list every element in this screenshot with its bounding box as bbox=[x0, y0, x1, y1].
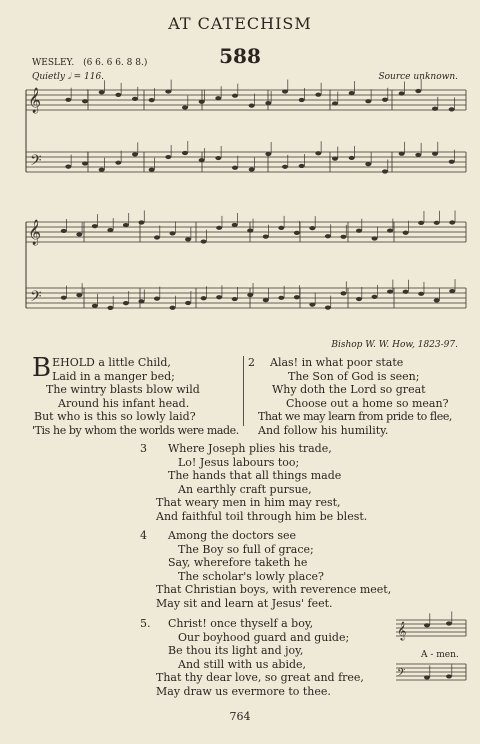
note-head bbox=[199, 158, 205, 162]
note-head bbox=[424, 675, 430, 679]
note-head bbox=[446, 674, 452, 678]
verse-1-line: But who is this so lowly laid? bbox=[34, 410, 196, 423]
note-head bbox=[387, 290, 393, 294]
note-head bbox=[185, 237, 191, 241]
verse-3-line: Where Joseph plies his trade, bbox=[168, 442, 332, 455]
verse-5 bbox=[140, 617, 407, 698]
verse-3-line: An earthly craft pursue, bbox=[178, 482, 312, 496]
verse-3-line: That weary men in him may rest, bbox=[156, 496, 341, 509]
note-head bbox=[294, 231, 300, 235]
note-head bbox=[154, 297, 160, 301]
note-head bbox=[61, 296, 67, 300]
note-head bbox=[449, 220, 455, 224]
note-head bbox=[61, 229, 67, 233]
verse-5-line: Be thou its light and joy, bbox=[168, 644, 304, 657]
verse-2-line: That we may learn from pride to flee, bbox=[258, 410, 453, 423]
verse-3-line: The hands that all things made bbox=[168, 469, 342, 482]
verse-4-line: The scholar's lowly place? bbox=[178, 569, 324, 583]
note-head bbox=[434, 221, 440, 225]
note-head bbox=[349, 156, 355, 160]
note-head bbox=[65, 98, 71, 102]
note-head bbox=[99, 90, 105, 94]
verse-5-line: Our boyhood guard and guide; bbox=[178, 630, 350, 644]
note-head bbox=[201, 296, 207, 300]
note-head bbox=[315, 151, 321, 155]
note-head bbox=[123, 223, 129, 227]
note-head bbox=[282, 165, 288, 169]
note-head bbox=[92, 304, 98, 308]
note-head bbox=[325, 234, 331, 238]
verse-2-line: The Son of God is seen; bbox=[288, 369, 420, 383]
hymn-number: 588 bbox=[219, 44, 261, 68]
note-head bbox=[278, 296, 284, 300]
note-head bbox=[382, 98, 388, 102]
treble-clef-icon: 𝄞 bbox=[28, 88, 42, 113]
note-head bbox=[215, 156, 221, 160]
verse-4 bbox=[140, 529, 404, 610]
note-head bbox=[415, 153, 421, 157]
note-head bbox=[76, 293, 82, 297]
note-head bbox=[92, 224, 98, 228]
verse-1 bbox=[32, 353, 242, 437]
note-head bbox=[356, 229, 362, 233]
note-head bbox=[154, 235, 160, 239]
note-head bbox=[432, 152, 438, 156]
verse-5-line: Christ! once thyself a boy, bbox=[168, 617, 314, 630]
bass-clef-icon: 𝄢 bbox=[397, 667, 406, 682]
note-head bbox=[372, 295, 378, 299]
note-head bbox=[265, 152, 271, 156]
tune-name-text: WESLEY. bbox=[32, 58, 75, 68]
verse-number: 2 bbox=[248, 356, 255, 369]
note-head bbox=[170, 306, 176, 310]
verse-5-line: And still with us abide, bbox=[178, 657, 307, 671]
note-head bbox=[247, 228, 253, 232]
note-head bbox=[182, 151, 188, 155]
note-head bbox=[372, 236, 378, 240]
note-head bbox=[349, 91, 355, 95]
verse-1-line: 'Tis he by whom the worlds were made. bbox=[32, 423, 239, 437]
note-head bbox=[149, 168, 155, 172]
note-head bbox=[449, 107, 455, 111]
verse-2 bbox=[248, 356, 468, 437]
note-head bbox=[82, 99, 88, 103]
note-head bbox=[387, 229, 393, 233]
note-head bbox=[199, 100, 205, 104]
verse-number: 3 bbox=[140, 442, 147, 455]
note-head bbox=[382, 169, 388, 173]
verse-2-line: 2 Alas! in what poor state bbox=[248, 356, 404, 369]
note-head bbox=[232, 94, 238, 98]
note-head bbox=[107, 228, 113, 232]
hymn-author: Bishop W. W. How, 1823-97. bbox=[331, 340, 458, 350]
verse-5-line: May draw us evermore to thee. bbox=[156, 684, 331, 698]
note-head bbox=[309, 303, 315, 307]
verse-4-line: May sit and learn at Jesus' feet. bbox=[156, 596, 333, 610]
note-head bbox=[356, 297, 362, 301]
tune-meter: (6 6. 6 6. 8 8.) bbox=[83, 58, 148, 68]
bass-clef-icon: 𝄢 bbox=[30, 152, 42, 173]
note-head bbox=[115, 161, 121, 165]
verse-3 bbox=[140, 442, 404, 523]
note-head bbox=[99, 168, 105, 172]
note-head bbox=[232, 297, 238, 301]
note-head bbox=[399, 91, 405, 95]
verse-1-line: Laid in a manger bed; bbox=[52, 369, 175, 383]
verse-divider bbox=[243, 356, 244, 426]
note-head bbox=[165, 155, 171, 159]
verse-1-line: Around his infant head. bbox=[58, 396, 190, 410]
verse-3-line: And faithful toil through him be blest. bbox=[156, 509, 368, 523]
note-head bbox=[282, 89, 288, 93]
note-head bbox=[185, 301, 191, 305]
note-head bbox=[249, 167, 255, 171]
note-head bbox=[315, 93, 321, 97]
treble-clef-icon: 𝄞 bbox=[28, 220, 42, 245]
note-head bbox=[309, 226, 315, 230]
note-head bbox=[399, 152, 405, 156]
note-head bbox=[115, 93, 121, 97]
note-head bbox=[278, 226, 284, 230]
note-head bbox=[299, 98, 305, 102]
note-head bbox=[201, 239, 207, 243]
note-head bbox=[340, 291, 346, 295]
note-head bbox=[232, 223, 238, 227]
note-head bbox=[65, 164, 71, 168]
note-head bbox=[403, 231, 409, 235]
note-head bbox=[365, 99, 371, 103]
note-head bbox=[265, 101, 271, 105]
note-head bbox=[365, 162, 371, 166]
bass-clef-icon: 𝄢 bbox=[30, 288, 42, 309]
note-head bbox=[424, 623, 430, 627]
note-head bbox=[216, 226, 222, 230]
note-head bbox=[434, 298, 440, 302]
note-head bbox=[415, 89, 421, 93]
verse-1-line: BEHOLD a little Child, bbox=[32, 353, 171, 383]
note-head bbox=[432, 107, 438, 111]
note-head bbox=[263, 298, 269, 302]
note-head bbox=[170, 231, 176, 235]
note-head bbox=[332, 101, 338, 105]
note-head bbox=[263, 235, 269, 239]
note-head bbox=[107, 306, 113, 310]
treble-clef-icon: 𝄞 bbox=[397, 621, 407, 640]
note-head bbox=[232, 166, 238, 170]
note-head bbox=[403, 290, 409, 294]
note-head bbox=[123, 301, 129, 305]
music-source: Source unknown. bbox=[378, 72, 458, 82]
note-head bbox=[182, 105, 188, 109]
note-head bbox=[132, 152, 138, 156]
verse-number: 4 bbox=[140, 529, 147, 542]
note-head bbox=[138, 220, 144, 224]
note-head bbox=[138, 299, 144, 303]
note-head bbox=[325, 306, 331, 310]
note-head bbox=[418, 292, 424, 296]
half-note-icon: 𝅗𝅥 bbox=[67, 72, 71, 82]
verse-4-line: Say, wherefore taketh he bbox=[168, 556, 308, 569]
note-head bbox=[216, 295, 222, 299]
verse-2-line: And follow his humility. bbox=[258, 423, 389, 437]
note-head bbox=[165, 89, 171, 93]
note-head bbox=[149, 98, 155, 102]
note-head bbox=[418, 221, 424, 225]
note-head bbox=[299, 164, 305, 168]
page-number: 764 bbox=[229, 710, 251, 723]
verse-3-line: Lo! Jesus labours too; bbox=[178, 455, 300, 469]
verse-4-line: The Boy so full of grace; bbox=[178, 542, 314, 556]
tempo-word: Quietly bbox=[32, 72, 65, 82]
note-head bbox=[294, 295, 300, 299]
note-head bbox=[332, 157, 338, 161]
note-head bbox=[76, 232, 82, 236]
note-head bbox=[449, 160, 455, 164]
note-head bbox=[82, 161, 88, 165]
drop-cap: B bbox=[32, 353, 52, 383]
verse-4-line: Among the doctors see bbox=[168, 529, 297, 542]
metronome-value: = 116. bbox=[73, 72, 105, 82]
verse-4-line: That Christian boys, with reverence meet, bbox=[156, 583, 392, 596]
note-head bbox=[449, 289, 455, 293]
note-head bbox=[446, 621, 452, 625]
verse-1-line: The wintry blasts blow wild bbox=[46, 383, 200, 396]
note-head bbox=[247, 293, 253, 297]
note-head bbox=[132, 97, 138, 101]
section-title: AT CATECHISM bbox=[168, 14, 312, 33]
verse-2-line: Why doth the Lord so great bbox=[272, 383, 426, 396]
amen-label: A - men. bbox=[421, 650, 459, 660]
note-head bbox=[215, 96, 221, 100]
verse-2-line: Choose out a home so mean? bbox=[286, 396, 449, 410]
note-head bbox=[340, 235, 346, 239]
verse-5-line: That thy dear love, so great and free, bbox=[156, 671, 364, 684]
verse-number: 5. bbox=[140, 617, 151, 630]
note-head bbox=[249, 104, 255, 108]
